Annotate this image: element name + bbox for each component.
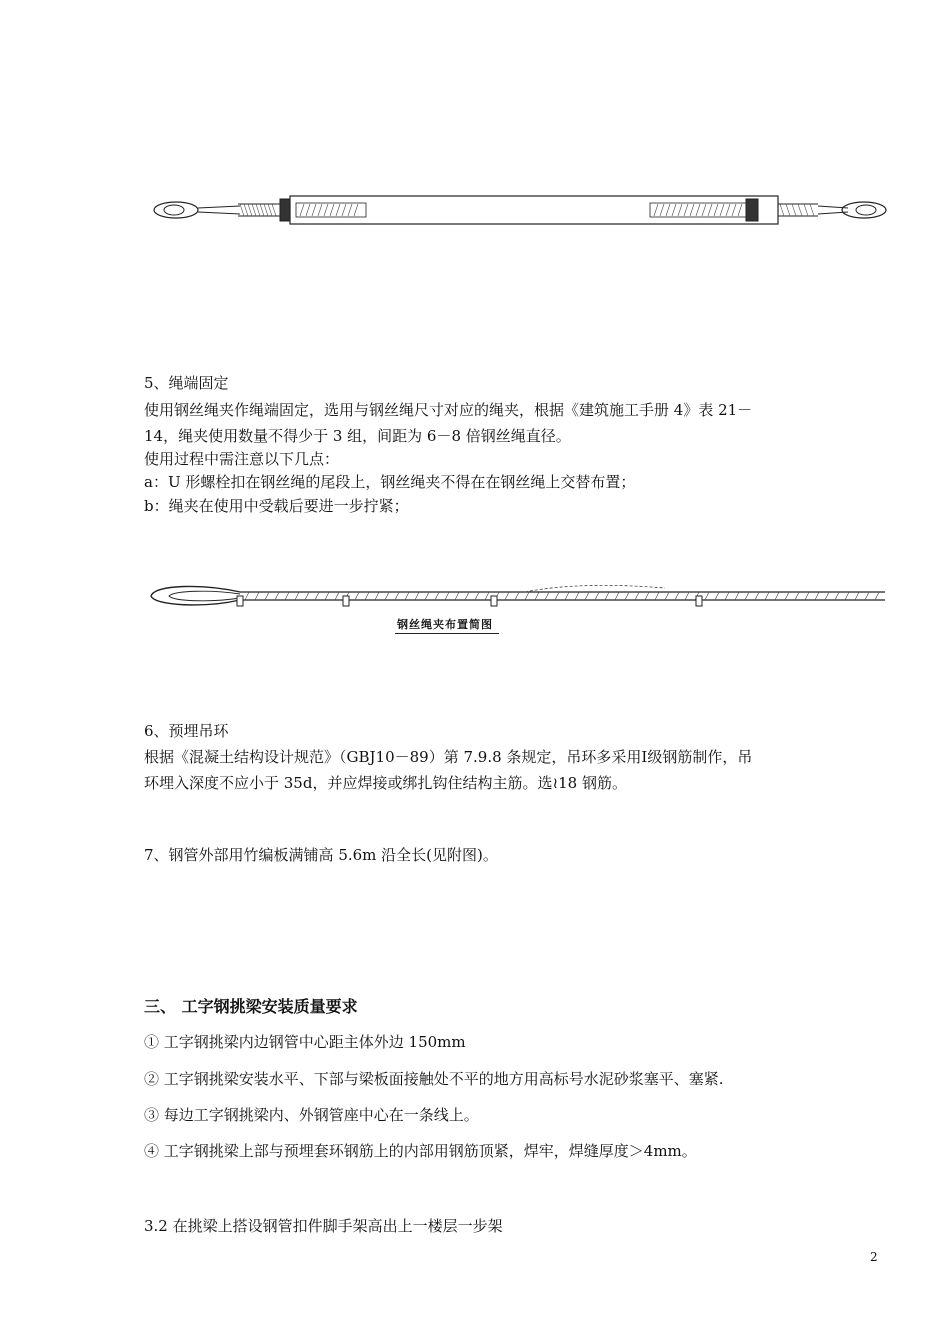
section-5-line-1: 使用钢丝绳夹作绳端固定，选用与钢丝绳尺寸对应的绳夹，根据《建筑施工手册 4》表 21－ [144, 401, 753, 419]
section-5-line-2: 14，绳夹使用数量不得少于 3 组，间距为 6－8 倍钢丝绳直径。 [144, 427, 571, 445]
quality-item-2: ② 工字钢挑梁安装水平、下部与梁板面接触处不平的地方用高标号水泥砂浆塞平、塞紧. [144, 1070, 724, 1088]
section-3-2-text: 3.2 在挑梁上搭设钢管扣件脚手架高出上一楼层一步架 [144, 1217, 503, 1235]
clip-figure-caption: 钢丝绳夹布置简图 [395, 616, 499, 634]
section-5-item-b: b：绳夹在使用中受载后要进一步拧紧； [144, 497, 409, 515]
section-7-text: 7、钢管外部用竹编板满铺高 5.6m 沿全长(见附图)。 [144, 846, 498, 864]
section-6-title: 6、预埋吊环 [144, 722, 229, 740]
section-three-heading: 三、 工字钢挑梁安装质量要求 [144, 997, 358, 1016]
section-6-line-1: 根据《混凝土结构设计规范》（GBJ10－89）第 7.9.8 条规定，吊环多采用Ⅰ级钢筋制作，吊 [144, 748, 753, 766]
right-eye-loop [842, 202, 886, 218]
rope-eye-loop [151, 586, 240, 605]
page-number: 2 [870, 1250, 878, 1264]
wire-rope-clip-figure [145, 580, 890, 616]
quality-item-3: ③ 每边工字钢挑梁内、外钢管座中心在一条线上。 [144, 1106, 479, 1124]
section-5-line-3: 使用过程中需注意以下几点： [144, 450, 340, 468]
left-eye-loop [154, 202, 198, 218]
section-5-title: 5、绳端固定 [144, 374, 229, 392]
quality-item-1: ① 工字钢挑梁内边钢管中心距主体外边 150mm [144, 1033, 466, 1051]
rope-clips [237, 596, 702, 606]
quality-item-4: ④ 工字钢挑梁上部与预埋套环钢筋上的内部用钢筋顶紧，焊牢，焊缝厚度＞4mm。 [144, 1142, 697, 1160]
section-6-line-2: 环埋入深度不应小于 35d，并应焊接或绑扎钩住结构主筋。选≀18 钢筋。 [144, 774, 627, 792]
turnbuckle-figure [148, 190, 890, 230]
section-5-item-a: a：U 形螺栓扣在钢丝绳的尾段上，钢丝绳夹不得在在钢丝绳上交替布置； [144, 473, 636, 491]
